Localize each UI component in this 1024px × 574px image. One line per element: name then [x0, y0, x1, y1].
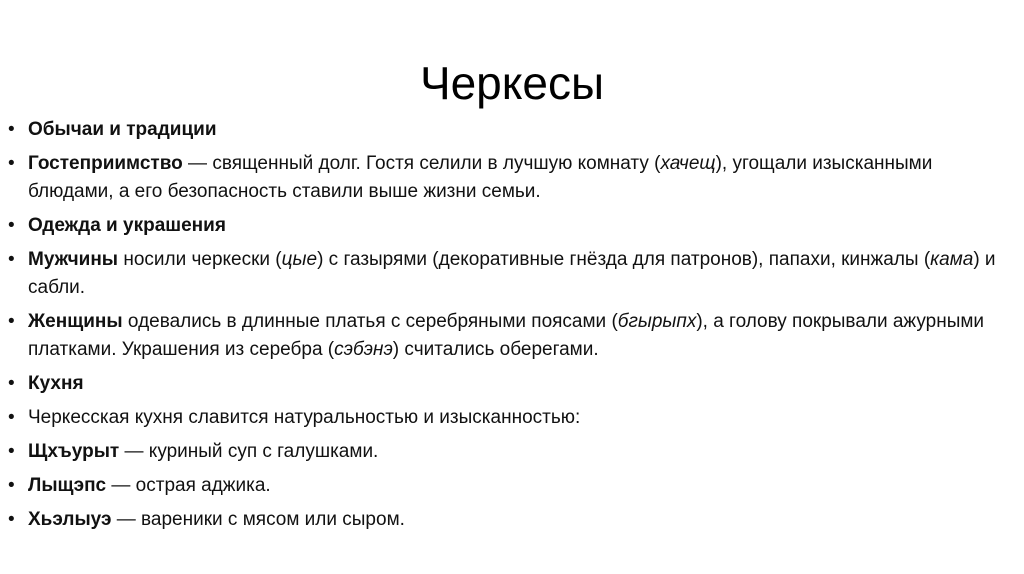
bullet-item-shchkhurit: • Щхъурыт — куриный суп с галушками.: [8, 438, 1008, 466]
bullet-bold-text: Женщины: [28, 311, 123, 332]
term-italic: цые: [281, 249, 318, 270]
bullet-icon: •: [8, 475, 15, 496]
bullet-item-lyshchaps: • Лыщэпс — острая аджика.: [8, 472, 1008, 500]
bullet-item-cuisine-heading: [8, 370, 1008, 398]
bullet-bold-text: Гостеприимство: [28, 153, 183, 174]
bullet-icon: •: [8, 407, 15, 428]
term-italic: кама: [930, 249, 974, 270]
bullet-icon: •: [8, 249, 15, 270]
bullet-bold-text: Хьэлыуэ: [28, 509, 112, 530]
bullet-item-men: • Мужчины носили черкески (цые) с газырями (декоративные гнёзда для патронов), папахи, кинжалы (кама) и сабли.: [8, 246, 1008, 302]
bullet-bold-text: Лыщэпс: [28, 475, 107, 496]
bullet-item-hospitality: • Гостеприимство — священный долг. Гостя селили в лучшую комнату (хачещ), угощали изысканными блюдами, а его безопасность ставили выше жизни семьи.: [8, 150, 1008, 206]
slide-title: Черкесы: [419, 57, 605, 109]
bullet-icon: •: [8, 441, 15, 462]
bullet-bold-text: Обычаи и традиции: [28, 119, 217, 140]
bullet-item-women: • Женщины одевались в длинные платья с серебряными поясами (бгырыпх), а голову покрывали ажурными платками. Украшения из серебра (сэбэнэ) считались оберегами.: [8, 308, 1008, 364]
bullet-bold-text: Одежда и украшения: [28, 215, 226, 236]
term-italic: сэбэнэ: [334, 339, 393, 360]
term-italic: хачещ: [660, 153, 716, 174]
bullet-icon: •: [8, 215, 15, 236]
bullet-bold-text: Кухня: [28, 373, 84, 394]
bullet-item-cuisine-intro: [8, 404, 1008, 432]
bullet-bold-text: Щхъурыт: [28, 441, 120, 462]
bullet-item-customs-heading: [8, 116, 1008, 144]
bullet-bold-text: Мужчины: [28, 249, 119, 270]
bullet-list: [8, 116, 1008, 540]
bullet-icon: •: [8, 119, 15, 140]
bullet-item-khalyue: • Хьэлыуэ — вареники с мясом или сыром.: [8, 506, 1008, 534]
bullet-icon: •: [8, 311, 15, 332]
term-italic: бгырыпх: [617, 311, 697, 332]
bullet-item-clothing-heading: [8, 212, 1008, 240]
bullet-icon: •: [8, 373, 15, 394]
bullet-icon: •: [8, 153, 15, 174]
bullet-icon: •: [8, 509, 15, 530]
bullet-text: Черкесская кухня славится натуральностью и изысканностью:: [28, 407, 581, 428]
